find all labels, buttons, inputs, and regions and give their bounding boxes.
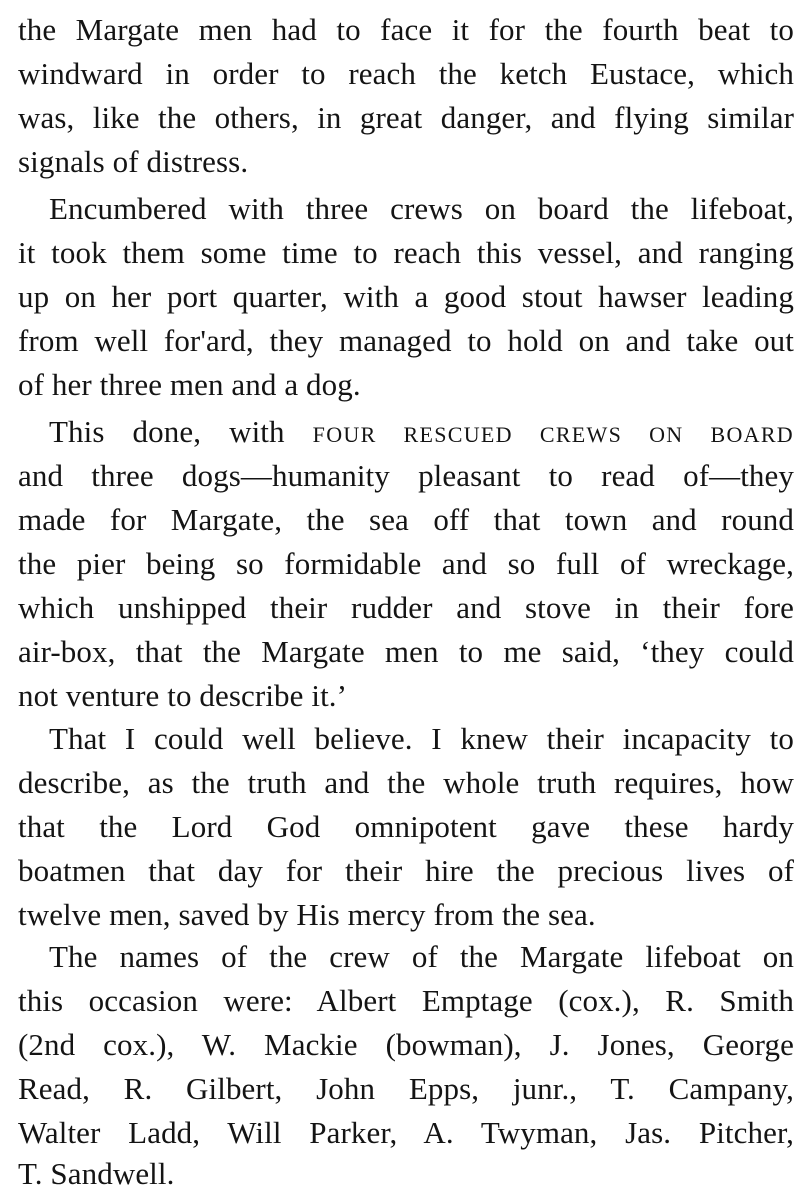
text-line-20: boatmen that day for their hire the precious lives of (18, 853, 794, 888)
text-line-26: Walter Ladd, Will Parker, A. Twyman, Jas. Pitcher, (18, 1115, 794, 1150)
text-line-24: (2nd cox.), W. Mackie (bowman), J. Jones, George (18, 1027, 794, 1062)
text-line-21: twelve men, saved by His mercy from the sea. (18, 897, 596, 932)
text-run: This done, with (49, 414, 285, 449)
text-line-10 (49, 410, 794, 454)
text-line-7: up on her port quarter, with a good stout hawser leading (18, 279, 794, 314)
text-line-6: it took them some time to reach this vessel, and ranging (18, 235, 794, 270)
text-line-18: describe, as the truth and the whole truth requires, how (18, 765, 794, 800)
text-line-23: this occasion were: Albert Emptage (cox.), R. Smith (18, 983, 794, 1018)
text-line-12: made for Margate, the sea off that town and round (18, 502, 794, 537)
text-line-13: the pier being so formidable and so full of wreckage, (18, 546, 794, 581)
text-line-8: from well for'ard, they managed to hold on and take out (18, 323, 794, 358)
text-line-27: T. Sandwell. (18, 1156, 175, 1191)
text-line-17: That I could well believe. I knew their incapacity to (49, 721, 794, 756)
text-line-4: signals of distress. (18, 144, 249, 179)
text-line-14: which unshipped their rudder and stove in their fore (18, 590, 794, 625)
text-line-9: of her three men and a dog. (18, 367, 361, 402)
text-line-2: windward in order to reach the ketch Eustace, which (18, 56, 794, 91)
text-line-5: Encumbered with three crews on board the lifeboat, (49, 191, 794, 226)
text-line-3: was, like the others, in great danger, and flying similar (18, 100, 794, 135)
small-caps-phrase: FOUR RESCUED CREWS ON BOARD (312, 422, 794, 447)
text-line-22: The names of the crew of the Margate lifeboat on (49, 939, 794, 974)
text-line-25: Read, R. Gilbert, John Epps, junr., T. Campany, (18, 1071, 794, 1106)
text-line-1: the Margate men had to face it for the fourth beat to (18, 12, 794, 47)
text-line-16: not venture to describe it.’ (18, 678, 348, 713)
text-line-19: that the Lord God omnipotent gave these hardy (18, 809, 794, 844)
text-line-11: and three dogs—humanity pleasant to read of—they (18, 458, 794, 493)
text-line-15: air-box, that the Margate men to me said, ‘they could (18, 634, 794, 669)
